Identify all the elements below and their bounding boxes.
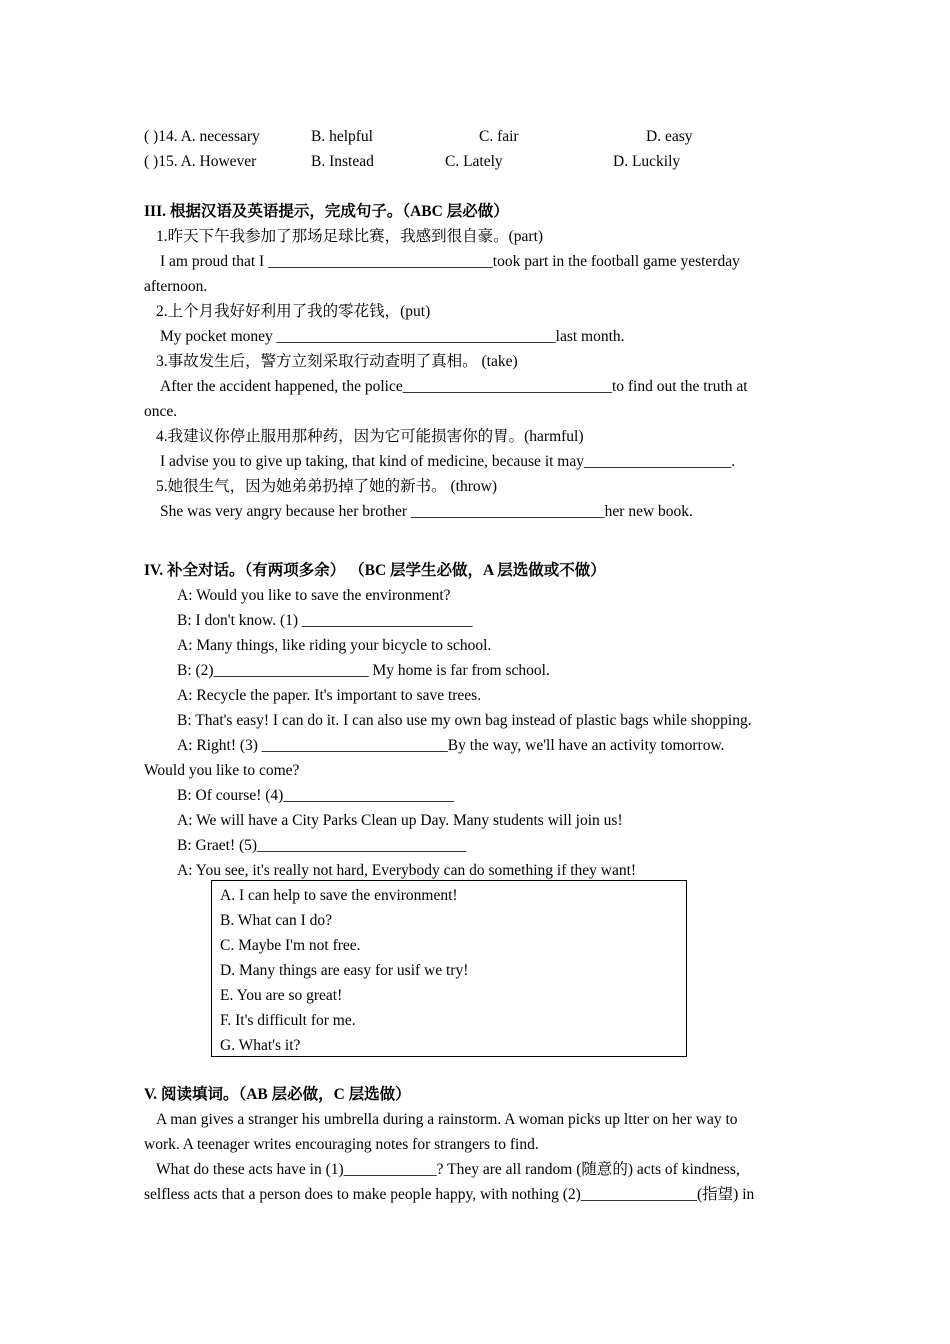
section-4-heading: IV. 补全对话。（有两项多余） （BC 层学生必做，A 层选做或不做） [144,562,606,579]
option-a: A. I can help to save the environment! [220,887,458,904]
dialogue-line: A: Many things, like riding your bicycle to school. [177,637,492,654]
q14-option-c: C. fair [479,128,519,145]
s3-item4-prompt: 4.我建议你停止服用那种药，因为它可能损害你的胃。(harmful) [156,428,584,445]
s3-item3-continuation: once. [144,403,178,420]
section-3-heading: III. 根据汉语及英语提示，完成句子。（ABC 层必做） [144,203,509,220]
s3-item1-sentence: I am proud that I _____________________________took part in the football game yesterday [160,253,740,270]
dialogue-line: A: You see, it's really not hard, Everybody can do something if they want! [177,862,637,879]
passage-line: selfless acts that a person does to make people happy, with nothing (2)_______________(指望) in [144,1186,755,1203]
s3-item1-prompt: 1.昨天下午我参加了那场足球比赛，我感到很自豪。(part) [156,228,544,245]
section-5-heading: V. 阅读填词。（AB 层必做，C 层选做） [144,1086,411,1103]
s3-item1-continuation: afternoon. [144,278,208,295]
q15-stem: ( )15. A. However [144,153,257,170]
q14-option-b: B. helpful [311,128,373,145]
option-f: F. It's difficult for me. [220,1012,356,1029]
passage-line: A man gives a stranger his umbrella during a rainstorm. A woman picks up ltter on her way to [156,1111,738,1128]
dialogue-line-continuation: Would you like to come? [144,762,300,779]
dialogue-line: B: Graet! (5)___________________________ [177,837,467,854]
option-d: D. Many things are easy for usif we try! [220,962,469,979]
s3-item3-sentence: After the accident happened, the police___________________________to find out the truth at [160,378,748,395]
option-b: B. What can I do? [220,912,333,929]
q14-stem: ( )14. A. necessary [144,128,260,145]
dialogue-line: A: We will have a City Parks Clean up Day. Many students will join us! [177,812,623,829]
s3-item4-sentence: I advise you to give up taking, that kind of medicine, because it may___________________. [160,453,736,470]
passage-line: What do these acts have in (1)____________? They are all random (随意的) acts of kindness, [156,1161,740,1178]
q15-option-c: C. Lately [445,153,503,170]
s3-item2-prompt: 2.上个月我好好利用了我的零花钱，(put) [156,303,431,320]
q14-option-d: D. easy [646,128,693,145]
option-e: E. You are so great! [220,987,343,1004]
dialogue-line: B: Of course! (4)______________________ [177,787,454,804]
s3-item2-sentence: My pocket money ____________________________________last month. [160,328,625,345]
option-g: G. What's it? [220,1037,301,1054]
dialogue-line: A: Would you like to save the environment? [177,587,451,604]
q15-option-d: D. Luckily [613,153,681,170]
s3-item3-prompt: 3.事故发生后，警方立刻采取行动查明了真相。 (take) [156,353,518,370]
s3-item5-prompt: 5.她很生气，因为她弟弟扔掉了她的新书。 (throw) [156,478,497,495]
q15-option-b: B. Instead [311,153,374,170]
dialogue-line: A: Recycle the paper. It's important to save trees. [177,687,482,704]
passage-line: work. A teenager writes encouraging notes for strangers to find. [144,1136,539,1153]
dialogue-line: B: I don't know. (1) ______________________ [177,612,473,629]
option-c: C. Maybe I'm not free. [220,937,361,954]
dialogue-line: B: That's easy! I can do it. I can also use my own bag instead of plastic bags while shopping. [177,712,752,729]
s3-item5-sentence: She was very angry because her brother _________________________her new book. [160,503,693,520]
dialogue-line: A: Right! (3) ________________________By the way, we'll have an activity tomorrow. [177,737,725,754]
dialogue-line: B: (2)____________________ My home is far from school. [177,662,550,679]
